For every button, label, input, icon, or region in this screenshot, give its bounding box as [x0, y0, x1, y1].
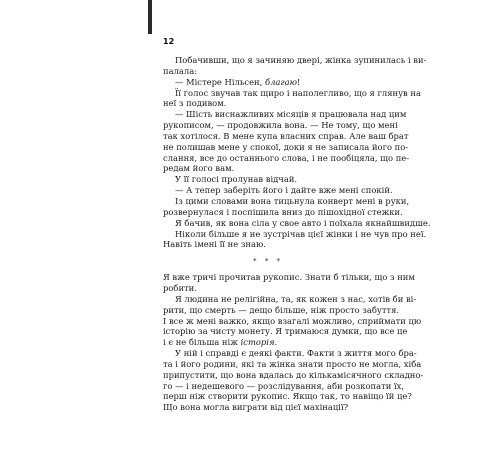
text-line: — Шість виснажливих місяців я працювала над цим — [175, 109, 407, 120]
text-line: — А тепер заберіть його і дайте вже мені спокій. — [175, 185, 393, 196]
text-line: У ній і справді є деякі факти. Факти з життя мого бра- — [175, 348, 417, 359]
text-line: розвернулася і поспішила вниз до пішохідної стежки. — [163, 206, 403, 217]
text-line: історію за чисту монету. Я тримаюся думки, що все це — [163, 326, 408, 337]
text-line: не полишав мене у спокої, доки я не записала його по- — [163, 141, 409, 152]
page-number: 12 — [163, 37, 175, 46]
emphasis: історія — [240, 337, 275, 348]
text-line: слання, все до останнього слова, і не пообіцяла, що пе- — [163, 152, 410, 163]
text-line: палала: — [163, 65, 198, 76]
text-line: та і його родини, які та жінка знати просто не могла, хіба — [163, 358, 422, 369]
text-line: перш ніж створити рукопис. Якщо так, то навіщо їй це? — [163, 391, 412, 402]
emphasis: благаю — [264, 76, 298, 87]
text-line: Із цими словами вона тицьнула конверт мені в руки, — [175, 195, 410, 206]
text-line: і є не більша ніж історія. — [163, 337, 278, 348]
text-line: так хотілося. В мене купа власних справ. Але ваш брат — [163, 130, 409, 141]
text-line: Я вже тричі прочитав рукопис. Знати б тільки, що з ним — [163, 272, 415, 283]
text-line: І все ж мені важко, якщо взагалі можливо, сприймати цю — [163, 315, 422, 326]
text-line: Я людина не релігійна, та, як кожен з нас, хотів би ві- — [175, 293, 417, 304]
text-line: робити. — [163, 283, 197, 294]
section-before-break — [163, 55, 431, 250]
body-text — [163, 55, 431, 413]
text-line: Навіть імені її не знаю. — [163, 239, 266, 250]
page-edge-mark — [148, 0, 152, 34]
text-line: рити, що смерть — дещо більше, ніж просто забуття. — [163, 304, 400, 315]
text-line: Я бачив, як вона сіла у свое авто і поїхала якнайшвидше. — [175, 217, 431, 228]
text-line: Її голос звучав так щиро і наполегливо, що я глянув на — [175, 87, 421, 98]
text-line: — Містере Нільсен, благаю! — [175, 76, 301, 87]
text-line: неї з подивом. — [163, 98, 227, 109]
text-line: припустити, що вона вдалась до кількамісячного складно- — [163, 369, 424, 380]
text-line: У її голосі пролунав відчай. — [175, 174, 298, 185]
text-line: Ніколи більше я не зустрічав цієї жінки і не чув про неї. — [175, 228, 427, 239]
text-line: Побачивши, що я зачиняю двері, жінка зупинилась і ви- — [175, 55, 427, 65]
section-after-break — [163, 272, 424, 413]
text-line: рукописом, — продовжила вона. — Не тому, що мені — [163, 120, 398, 131]
text-line: Що вона могла виграти від цієї махінації? — [163, 402, 349, 413]
section-separator: * * * — [253, 257, 283, 266]
text-line: редам його вам. — [163, 163, 235, 174]
text-line: го — і недешевого — розслідування, аби розкопати їх, — [163, 380, 405, 391]
